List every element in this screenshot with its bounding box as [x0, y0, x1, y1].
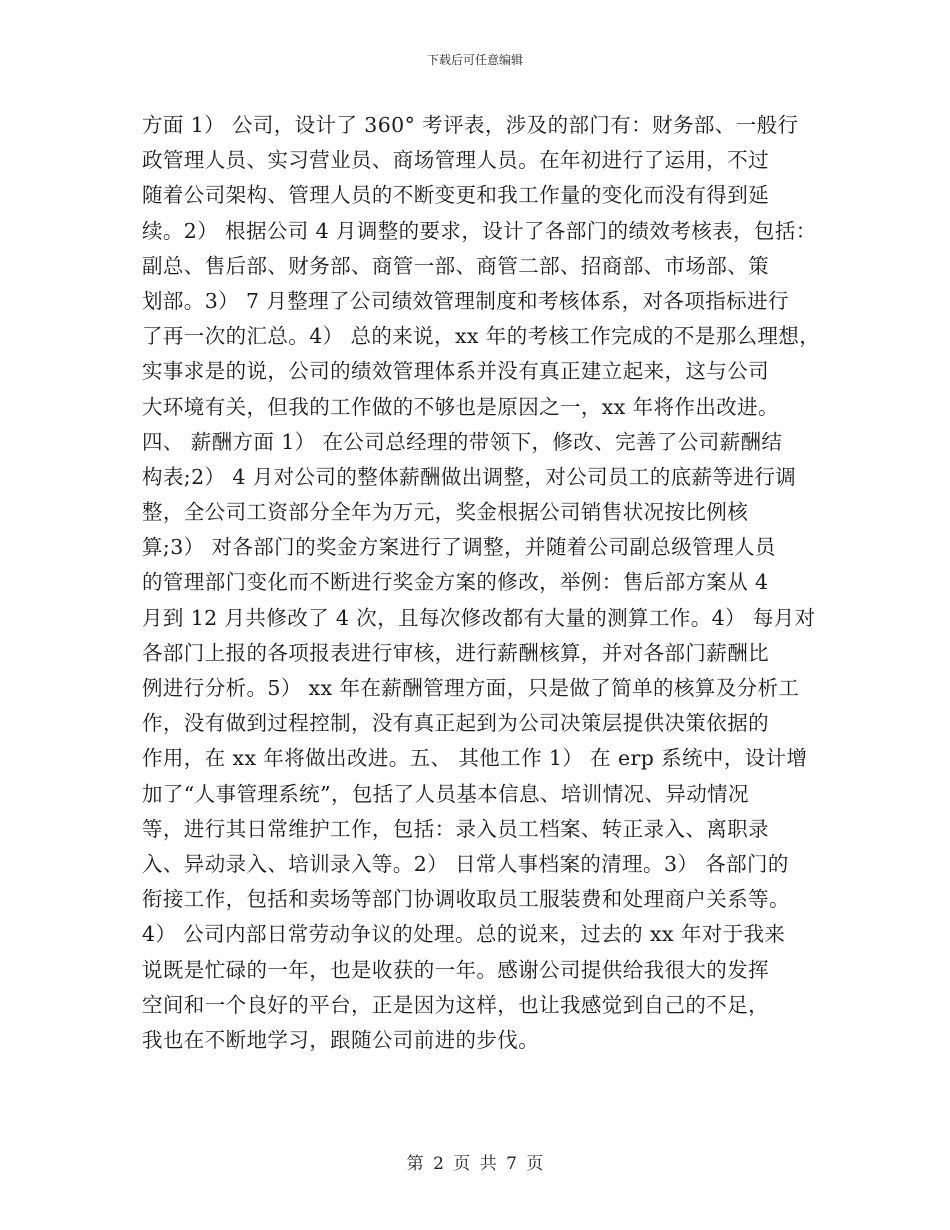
text-line: 各部门上报的各项报表进行审核，进行薪酬核算，并对各部门薪酬比 [142, 640, 769, 665]
text-line: 我也在不断地学习，跟随公司前进的步伐。 [142, 1027, 540, 1052]
text-line: 入、异动录入、培训录入等。2） 日常人事档案的清理。3） 各部门的 [142, 851, 789, 876]
text-line: 方面 1） 公司，设计了 360° 考评表，涉及的部门有：财务部、一般行 [142, 113, 799, 137]
text-line: 等，进行其日常维护工作，包括：录入员工档案、转正录入、离职录 [142, 816, 769, 841]
page-header: 下载后可任意编辑 [426, 53, 523, 67]
text-line: 算;3） 对各部门的奖金方案进行了调整，并随着公司副总级管理人员 [142, 535, 776, 560]
text-line: 实事求是的说，公司的绩效管理体系并没有真正建立起来，这与公司 [142, 359, 769, 384]
body-text [142, 108, 832, 1058]
text-line: 月到 12 月共修改了 4 次，且每次修改都有大量的测算工作。4） 每月对 [142, 605, 816, 630]
text-line: 政管理人员、实习营业员、商场管理人员。在年初进行了运用，不过 [142, 148, 769, 173]
text-line: 四、 薪酬方面 1） 在公司总经理的带领下，修改、完善了公司薪酬结 [142, 429, 783, 454]
page-number-footer: 第 2 页 共 7 页 [406, 1154, 544, 1174]
text-line: 副总、售后部、财务部、商管一部、商管二部、招商部、市场部、策 [142, 253, 769, 278]
text-line: 作用，在 xx 年将做出改进。五、 其他工作 1） 在 erp 系统中，设计增 [142, 746, 808, 771]
text-line: 的管理部门变化而不断进行奖金方案的修改，举例：售后部方案从 4 [142, 570, 769, 595]
text-line: 衔接工作，包括和卖场等部门协调收取员工服装费和处理商户关系等。 [142, 887, 790, 912]
text-line: 4） 公司内部日常劳动争议的处理。总的说来，过去的 xx 年对于我来 [142, 922, 786, 947]
text-line: 随着公司架构、管理人员的不断变更和我工作量的变化而没有得到延 [142, 183, 769, 208]
text-line: 空间和一个良好的平台，正是因为这样，也让我感觉到自己的不足， [142, 992, 769, 1017]
text-line: 作，没有做到过程控制，没有真正起到为公司决策层提供决策依据的 [142, 711, 769, 736]
text-line: 整，全公司工资部分全年为万元，奖金根据公司销售状况按比例核 [142, 500, 749, 525]
text-line: 续。2） 根据公司 4 月调整的要求，设计了各部门的绩效考核表，包括： [142, 218, 817, 243]
text-line: 大环境有关，但我的工作做的不够也是原因之一，xx 年将作出改进。 [142, 394, 779, 419]
text-line: 说既是忙碌的一年，也是收获的一年。感谢公司提供给我很大的发挥 [142, 957, 769, 982]
text-line: 划部。3） 7 月整理了公司绩效管理制度和考核体系，对各项指标进行 [142, 288, 789, 313]
text-line: 加了“人事管理系统”，包括了人员基本信息、培训情况、异动情况 [142, 781, 749, 806]
text-line: 构表;2） 4 月对公司的整体薪酬做出调整，对公司员工的底薪等进行调 [142, 464, 797, 489]
text-line: 例进行分析。5） xx 年在薪酬管理方面，只是做了简单的核算及分析工 [142, 676, 800, 700]
text-line: 了再一次的汇总。4） 总的来说，xx 年的考核工作完成的不是那么理想， [142, 324, 821, 349]
